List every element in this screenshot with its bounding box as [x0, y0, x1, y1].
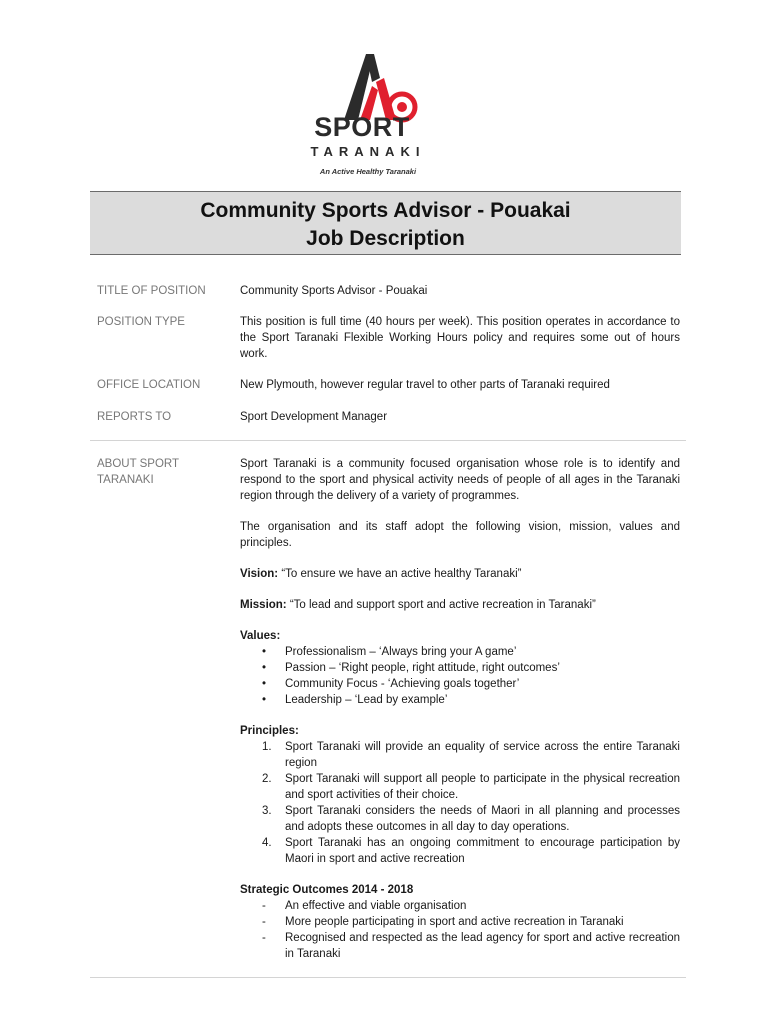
- list-item: 4. Sport Taranaki has an ongoing commitment to encourage participation by Maori in sport and active recreation: [262, 837, 680, 865]
- list-item: - More people participating in sport and active recreation in Taranaki: [262, 916, 624, 928]
- list-item: 1. Sport Taranaki will provide an equality of service across the entire Taranaki region: [262, 741, 680, 769]
- field-value-office: New Plymouth, however regular travel to other parts of Taranaki required: [240, 379, 610, 391]
- values-block: [240, 628, 680, 708]
- section-divider: [90, 440, 686, 441]
- field-label-title: TITLE OF POSITION: [97, 285, 206, 297]
- principles-heading: Principles:: [240, 725, 299, 737]
- bullet-icon: •: [262, 694, 267, 706]
- document-subtitle: Job Description: [306, 227, 465, 250]
- document-title-band: [90, 191, 681, 255]
- bullet-icon: •: [262, 646, 267, 658]
- list-item: • Community Focus - ‘Achieving goals together’: [262, 678, 520, 690]
- mission-label: Mission:: [240, 599, 287, 611]
- mission-text: “To lead and support sport and active recreation in Taranaki”: [286, 599, 596, 611]
- mission-line: [240, 597, 680, 613]
- outcomes-heading: Strategic Outcomes 2014 - 2018: [240, 884, 414, 896]
- logo-taranaki-text: TARANAKI: [310, 144, 426, 159]
- values-list: [240, 644, 680, 708]
- about-label-line2: TARANAKI: [97, 474, 154, 486]
- sport-taranaki-logo: [300, 52, 460, 184]
- field-value-reports: Sport Development Manager: [240, 411, 388, 423]
- dash-icon: -: [262, 932, 266, 944]
- bullet-icon: •: [262, 662, 267, 674]
- document-title: Community Sports Advisor - Pouakai: [200, 199, 571, 222]
- values-heading: Values:: [240, 630, 281, 642]
- logo-sport-text: SPORT: [314, 112, 410, 142]
- outcomes-block: [240, 882, 680, 962]
- principles-block: [240, 723, 680, 867]
- dash-icon: -: [262, 900, 266, 912]
- list-item: • Leadership – ‘Lead by example’: [262, 694, 448, 706]
- field-value-title: Community Sports Advisor - Pouakai: [240, 285, 428, 297]
- list-item: 3. Sport Taranaki considers the needs of Maori in all planning and processes and adopts these outcomes in all day to day operations.: [262, 805, 680, 833]
- about-content: [240, 456, 680, 962]
- logo-tagline: An Active Healthy Taranaki: [319, 167, 417, 176]
- about-paragraph-1: Sport Taranaki is a community focused organisation whose role is to identify and respond to the sport and physical activity needs of people of all ages in the Taranaki region through the delivery of a variety of programmes.: [240, 458, 680, 502]
- field-label-reports: REPORTS TO: [97, 411, 172, 423]
- list-item: - An effective and viable organisation: [262, 900, 467, 912]
- principles-list: [240, 739, 680, 867]
- field-label-office: OFFICE LOCATION: [97, 379, 201, 391]
- vision-text: “To ensure we have an active healthy Taranaki”: [278, 568, 522, 580]
- vision-line: [240, 566, 680, 582]
- field-value-position-type: This position is full time (40 hours per week). This position operates in accordance to the Sport Taranaki Flexible Working Hours policy and requires some out of hours work.: [240, 316, 680, 360]
- bottom-divider: [90, 977, 686, 978]
- list-item: • Passion – ‘Right people, right attitude, right outcomes’: [262, 662, 560, 674]
- list-item: - Recognised and respected as the lead agency for sport and active recreation in Taranaki: [262, 932, 680, 960]
- list-item: • Professionalism – ‘Always bring your A game’: [262, 646, 517, 658]
- field-label-position-type: POSITION TYPE: [97, 316, 185, 328]
- about-label-line1: ABOUT SPORT: [97, 458, 180, 470]
- about-paragraph-2: The organisation and its staff adopt the following vision, mission, values and principles.: [240, 521, 680, 549]
- bullet-icon: •: [262, 678, 267, 690]
- vision-label: Vision:: [240, 568, 279, 580]
- about-label: [97, 456, 227, 488]
- dash-icon: -: [262, 916, 266, 928]
- outcomes-list: [240, 898, 680, 962]
- list-item: 2. Sport Taranaki will support all people to participate in the physical recreation and sport activities of their choice.: [262, 773, 680, 801]
